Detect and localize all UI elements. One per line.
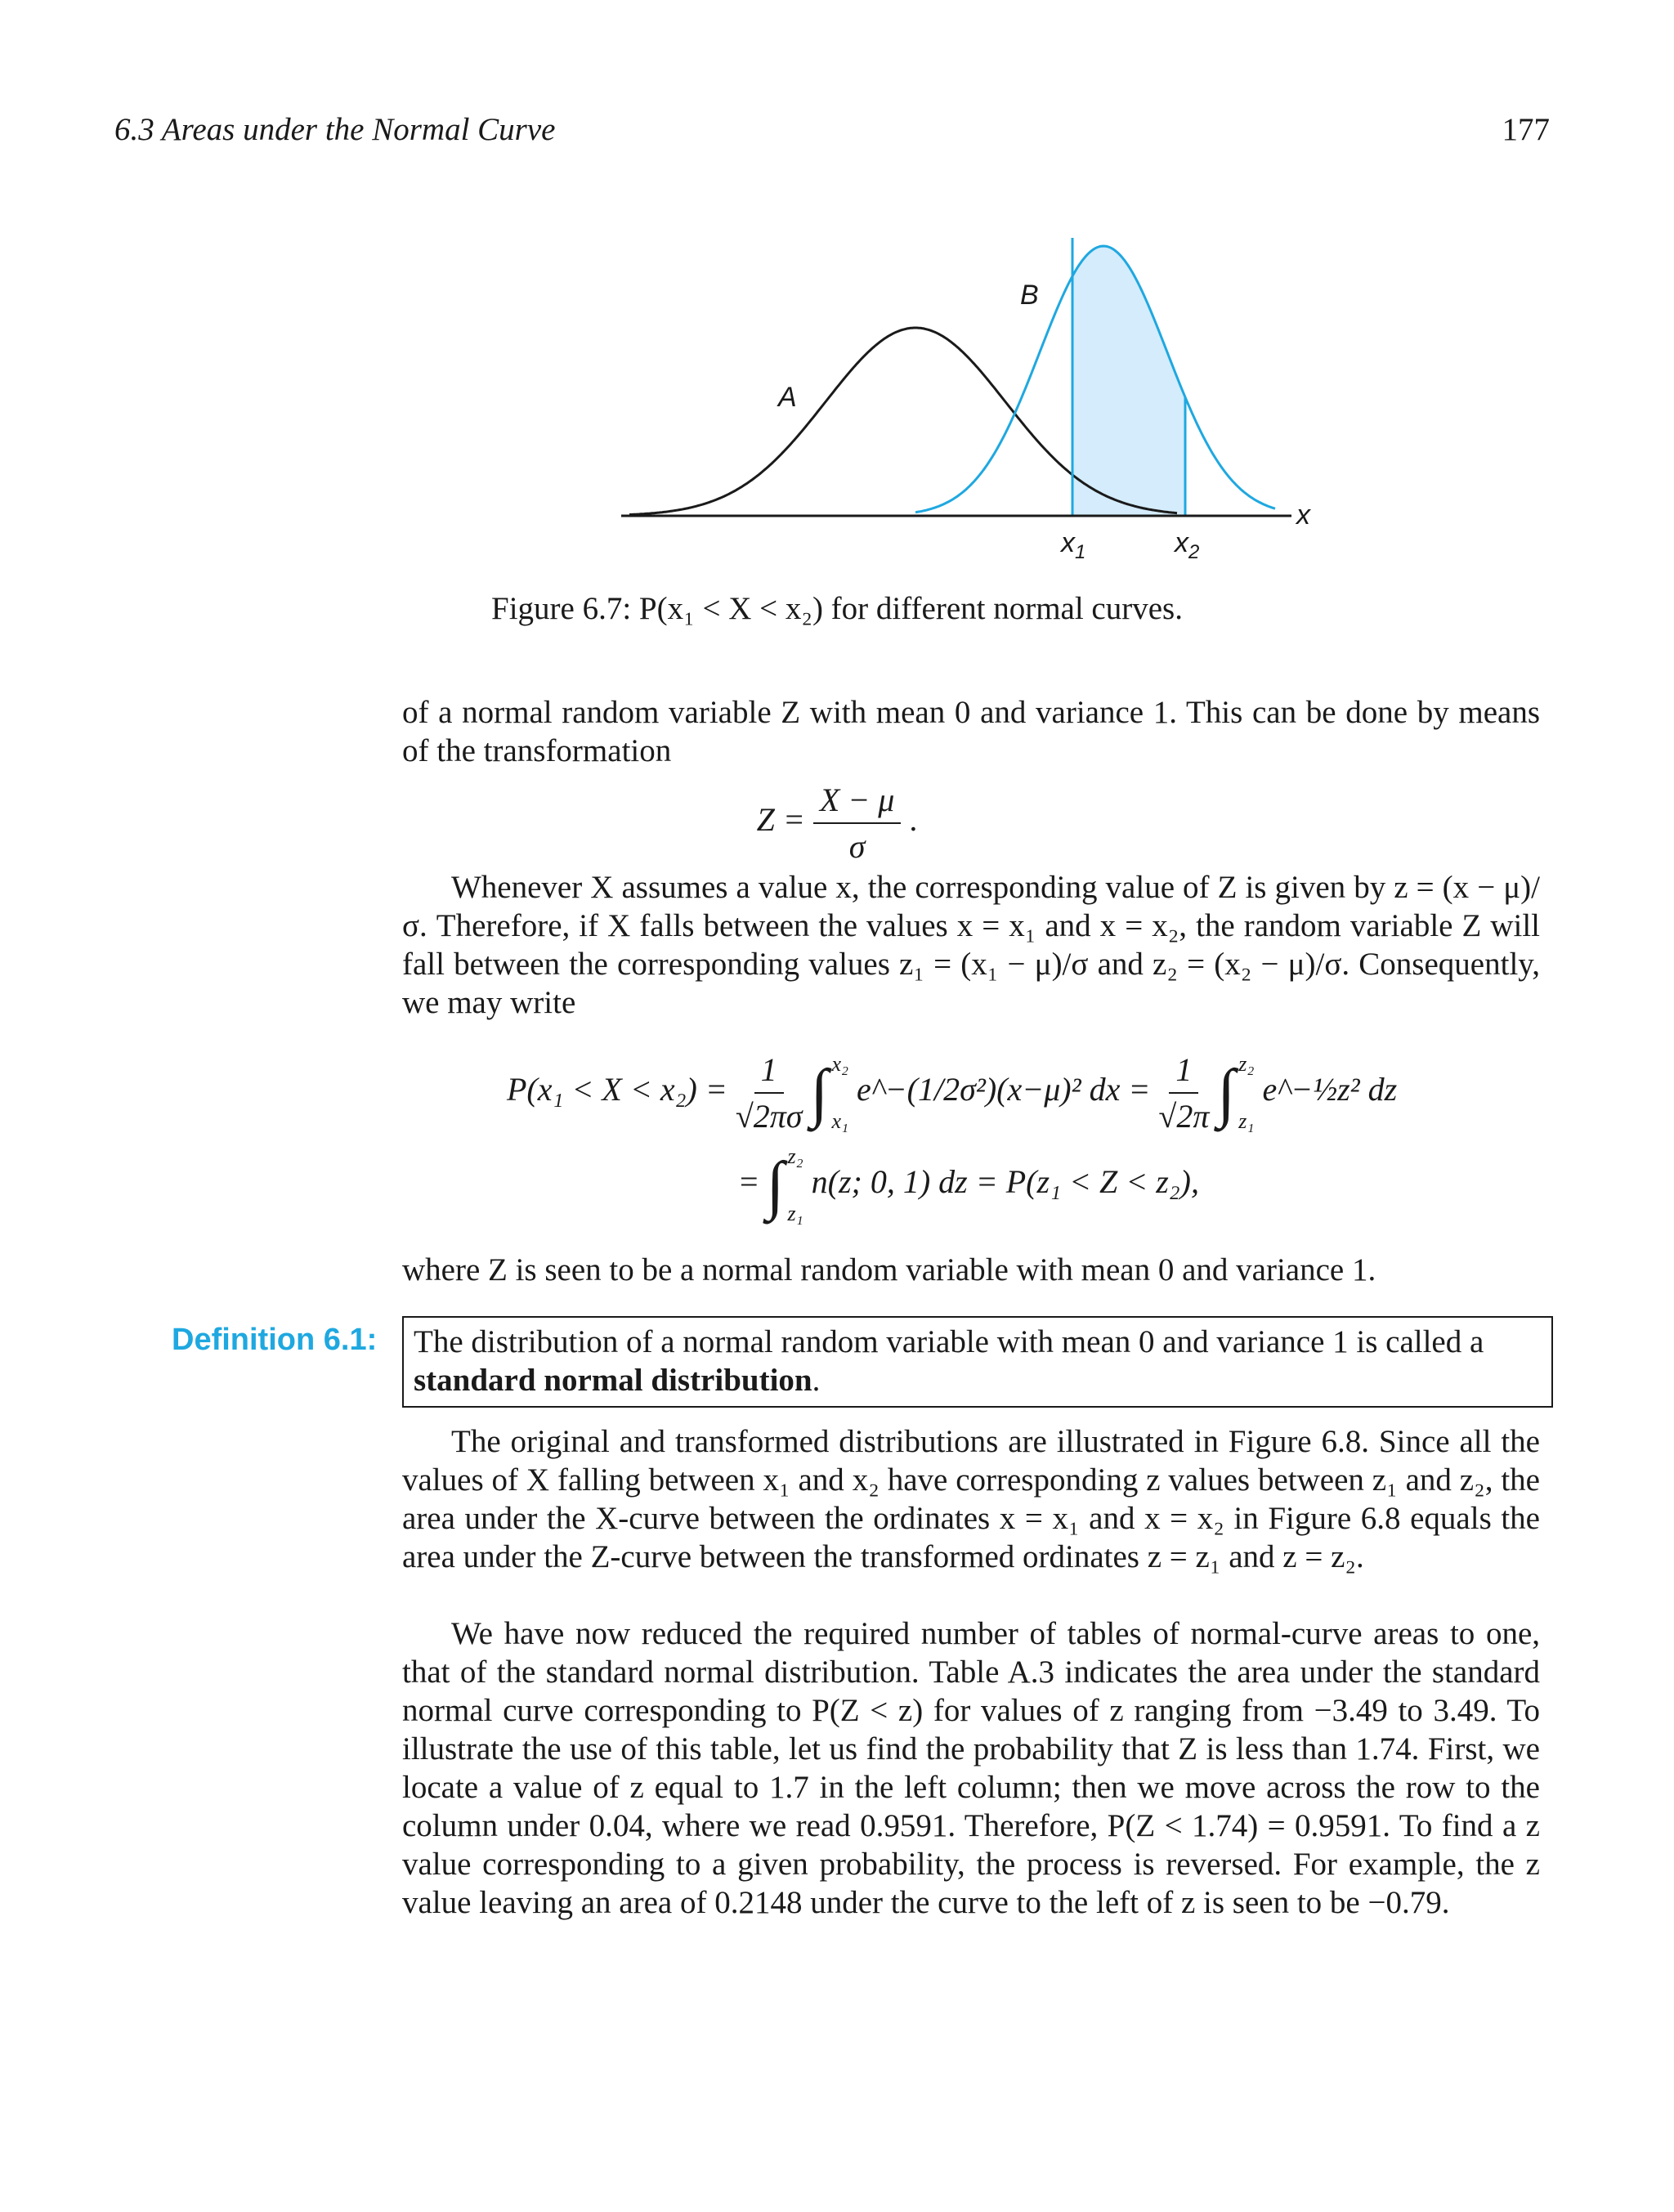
definition-label: Definition 6.1: [172,1323,378,1357]
label-x: x [1296,499,1310,531]
eq2-exponential-2: e^−½z² [1262,1071,1360,1108]
eq2-frac1 [736,1050,803,1135]
eq2-frac1-den: √2πσ [735,1098,803,1135]
eq2-lhs: P(x₁ < X < x₂) = [507,1071,727,1108]
eq2-frac2 [1158,1050,1209,1135]
definition-period: . [812,1363,821,1398]
eq1-numerator: X − μ [813,781,902,824]
eq1-period: . [909,801,918,839]
eq2-dz: dz [1367,1071,1398,1108]
running-header: 6.3 Areas under the Normal Curve [114,112,556,147]
eq2-frac1-num: 1 [754,1050,784,1094]
eq2-frac2-num: 1 [1169,1050,1198,1094]
eq2-dx: dx = [1089,1071,1151,1108]
eq2-line2-rhs: n(z; 0, 1) dz = P(z₁ < Z < z₂), [811,1163,1199,1201]
figure-caption: Figure 6.7: P(x₁ < X < x₂) for different normal curves. [491,591,1183,626]
eq2-frac2-den: √2π [1158,1098,1210,1135]
eq1-denominator: σ [848,828,866,865]
eq2-int2-upper: z₂ [1238,1052,1255,1076]
equation-z-transform [0,781,1674,866]
page-number: 177 [1502,112,1550,147]
label-a: A [778,382,797,413]
eq2-int2-lower: z₁ [1238,1109,1255,1133]
eq2-int3-upper: z₂ [787,1144,803,1168]
eq2-int3-lower: z₁ [787,1202,803,1225]
paragraph-5: We have now reduced the required number of tables of normal-curve areas to one, that of the standard normal distribution. Table A.3 indicates the area under the standard normal curve corresponding to P(Z < z) for values of z ranging from −3.49 to 3.49. To illustrate the use of this table, let us find the probability that Z is less than 1.74. First, we locate a value of z equal to 1.7 in the left column; then we move across the row to the column under 0.04, where we read 0.9591. Therefore, P(Z < 1.74) = 0.9591. To find a z value corresponding to a given probability, the process is reversed. For example, the z value leaving an area of 0.2148 under the curve to the left of z is seen to be −0.79. [402,1616,1540,1920]
eq1-fraction [813,781,902,866]
eq2-line2-equals: = [740,1163,759,1201]
label-b: B [1020,280,1039,311]
normal-curves-figure [605,208,1357,584]
eq2-int1-upper: x₂ [831,1052,849,1076]
eq2-int1-lower: x₁ [831,1109,849,1133]
paragraph-3: where Z is seen to be a normal random variable with mean 0 and variance 1. [402,1252,1376,1287]
equation-integral-line1 [507,1050,1397,1135]
paragraph-4: The original and transformed distributions are illustrated in Figure 6.8. Since all the values of X falling between x₁ and x₂ have corresponding z values between z₁ and z₂, the area under the X-curve between the ordinates x = x₁ and x = x₂ in Figure 6.8 equals the area under the Z-curve between the transformed ordinates z = z₁ and z = z₂. [402,1424,1540,1574]
paragraph-2: Whenever X assumes a value x, the corresponding value of Z is given by z = (x − μ)/σ. Therefore, if X falls between the values x = x₁ and x = x₂, the random variable Z will fall between the corresponding values z₁ = (x₁ − μ)/σ and z₂ = (x₂ − μ)/σ. Consequently, we may write [402,870,1540,1020]
label-x1: $x_1$ [1061,527,1086,563]
integral-sign-1: ∫ [810,1057,829,1129]
integral-sign-3: ∫ [766,1149,785,1221]
equation-integral-line2 [740,1144,1199,1226]
paragraph-1: of a normal random variable Z with mean 0 and variance 1. This can be done by means of the transformation [402,695,1540,768]
label-x2: $x_2$ [1175,527,1200,563]
definition-term: standard normal distribution [414,1363,812,1398]
shaded-area-b [1072,246,1185,516]
integral-sign-2: ∫ [1217,1057,1236,1129]
definition-box [402,1316,1553,1408]
eq1-lhs: Z = [756,801,805,839]
definition-text: The distribution of a normal random variable with mean 0 and variance 1 is called a [414,1324,1484,1359]
eq2-exponential-1: e^−(1/2σ²)(x−μ)² [857,1071,1081,1108]
